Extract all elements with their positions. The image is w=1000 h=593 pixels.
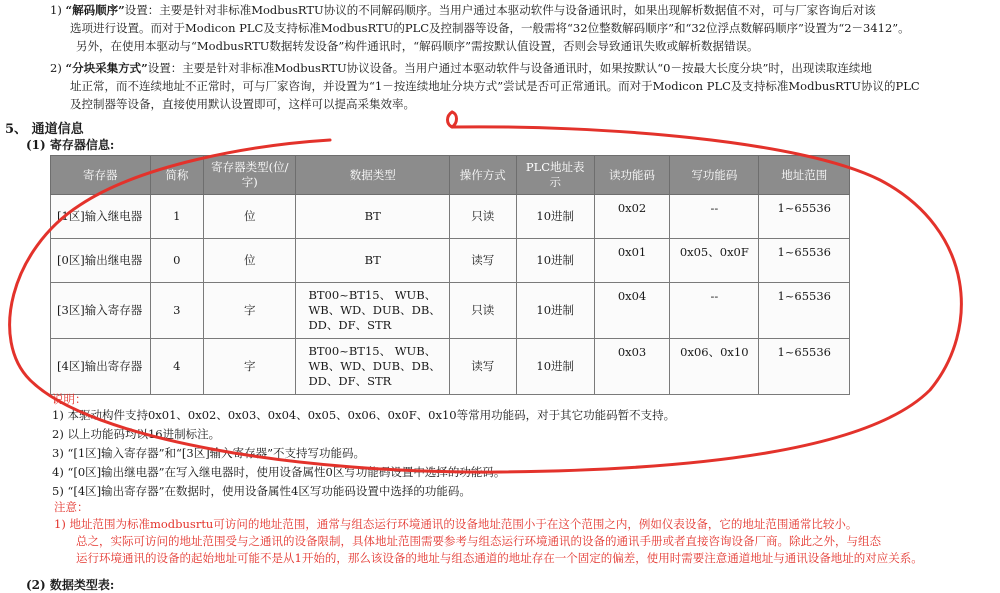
cell-data-type: BT <box>296 239 450 283</box>
cell-register-type: 位 <box>204 239 296 283</box>
intro-item1-line2: 选项进行设置。而对于Modicon PLC及支持标准ModbusRTU的PLC及控制器等设备，一般需将“32位整数解码顺序”和“32位浮点数解码顺序”设置为“2－3412”。 <box>70 21 910 35</box>
cell-read-code: 0x02 <box>594 195 669 239</box>
cell-data-type: BT <box>296 195 450 239</box>
col-header-address-range: 地址范围 <box>759 156 850 195</box>
cell-register: [1区]输入继电器 <box>51 195 151 239</box>
cell-register: [3区]输入寄存器 <box>51 283 151 339</box>
warning-block <box>54 500 923 567</box>
notes-title: 说明： <box>52 392 87 406</box>
cell-abbr: 0 <box>150 239 204 283</box>
note-item: 3) “[1区]输入寄存器”和“[3区]输入寄存器”不支持写功能码。 <box>52 446 366 460</box>
warning-line3: 运行环境通讯的设备的起始地址可能不是从1开始的，那么该设备的地址与组态通道的地址存在一个固定的偏差，使用时需要注意通道地址与通讯设备地址的对应关系。 <box>76 551 923 565</box>
cell-plc-address: 10进制 <box>516 239 594 283</box>
table-header-row <box>51 156 850 195</box>
intro-item1-line1: 1) “解码顺序”设置：主要是针对非标准ModbusRTU协议的不同解码顺序。当用户通过本驱动软件与设备通讯时，如果出现解析数据值不对，可与厂家咨询后对该 <box>50 3 876 17</box>
cell-read-code: 0x04 <box>594 283 669 339</box>
register-table <box>50 155 850 395</box>
note-item: 1) 本驱动构件支持0x01、0x02、0x03、0x04、0x05、0x06、0x0F、0x10等常用功能码，对于其它功能码暂不支持。 <box>52 408 676 422</box>
cell-register: [4区]输出寄存器 <box>51 339 151 395</box>
table-row <box>51 239 850 283</box>
col-header-data-type: 数据类型 <box>296 156 450 195</box>
cell-plc-address: 10进制 <box>516 283 594 339</box>
cell-data-type: BT00~BT15、 WUB、WB、WD、DUB、DB、DD、DF、STR <box>296 339 450 395</box>
intro-item1-line3: 另外，在使用本驱动与“ModbusRTU数据转发设备”构件通讯时，“解码顺序”需按默认值设置，否则会导致通讯失败或解析数据错误。 <box>76 39 759 53</box>
cell-write-code: 0x05、0x0F <box>670 239 759 283</box>
cell-abbr: 1 <box>150 195 204 239</box>
warning-line2: 总之，实际可访问的地址范围受与之通讯的设备限制，具体地址范围需要参考与组态运行环境通讯的设备的通讯手册或者直接咨询设备厂商。除此之外，与组态 <box>76 534 881 548</box>
col-header-read-code: 读功能码 <box>594 156 669 195</box>
cell-plc-address: 10进制 <box>516 339 594 395</box>
cell-register-type: 字 <box>204 339 296 395</box>
intro-item2-line1: 2) “分块采集方式”设置：主要是针对非标准ModbusRTU协议设备。当用户通过本驱动软件与设备通讯时，如果按默认“0－按最大长度分块”时，出现读取连续地 <box>50 61 872 75</box>
cell-address-range: 1~65536 <box>759 195 850 239</box>
cell-write-code: -- <box>670 195 759 239</box>
col-header-plc-address: PLC地址表示 <box>516 156 594 195</box>
register-info-heading: (1) 寄存器信息: <box>26 138 115 152</box>
col-header-register-type: 寄存器类型(位/字) <box>204 156 296 195</box>
col-header-abbr: 简称 <box>150 156 204 195</box>
cell-operation: 读写 <box>449 339 516 395</box>
cell-register-type: 字 <box>204 283 296 339</box>
cell-read-code: 0x01 <box>594 239 669 283</box>
note-item: 2) 以上功能码均以16进制标注。 <box>52 427 221 441</box>
col-header-register: 寄存器 <box>51 156 151 195</box>
cell-operation: 读写 <box>449 239 516 283</box>
cell-abbr: 4 <box>150 339 204 395</box>
col-header-write-code: 写功能码 <box>670 156 759 195</box>
note-item: 5) “[4区]输出寄存器”在数据时，使用设备属性4区写功能码设置中选择的功能码。 <box>52 484 471 498</box>
cell-operation: 只读 <box>449 283 516 339</box>
cell-write-code: 0x06、0x10 <box>670 339 759 395</box>
col-header-operation: 操作方式 <box>449 156 516 195</box>
cell-address-range: 1~65536 <box>759 239 850 283</box>
table-row <box>51 339 850 395</box>
cell-abbr: 3 <box>150 283 204 339</box>
warning-title: 注意： <box>54 500 89 514</box>
cell-plc-address: 10进制 <box>516 195 594 239</box>
table-row <box>51 283 850 339</box>
cell-address-range: 1~65536 <box>759 283 850 339</box>
section-heading: 5、 通道信息 <box>5 122 84 137</box>
cell-read-code: 0x03 <box>594 339 669 395</box>
cell-data-type: BT00~BT15、 WUB、WB、WD、DUB、DB、DD、DF、STR <box>296 283 450 339</box>
intro-item2-line2: 址正常，而不连续地址不正常时，可与厂家咨询，并设置为“1－按连续地址分块方式”尝试是否可正常通讯。而对于Modicon PLC及支持标准ModbusRTU协议的PLC <box>70 79 920 93</box>
cell-address-range: 1~65536 <box>759 339 850 395</box>
cell-write-code: -- <box>670 283 759 339</box>
intro-item2-line3: 及控制器等设备，直接使用默认设置即可，这样可以提高采集效率。 <box>70 97 415 111</box>
data-type-heading: (2) 数据类型表: <box>26 578 115 592</box>
cell-operation: 只读 <box>449 195 516 239</box>
cell-register-type: 位 <box>204 195 296 239</box>
note-item: 4) “[0区]输出继电器”在写入继电器时，使用设备属性0区写功能码设置中选择的功能码。 <box>52 465 506 479</box>
notes-list <box>52 406 675 501</box>
table-row <box>51 195 850 239</box>
cell-register: [0区]输出继电器 <box>51 239 151 283</box>
warning-line1: 1) 地址范围为标准modbusrtu可访问的地址范围，通常与组态运行环境通讯的设备地址范围小于在这个范围之内，例如仪表设备，它的地址范围通常比较小。 <box>54 517 858 531</box>
